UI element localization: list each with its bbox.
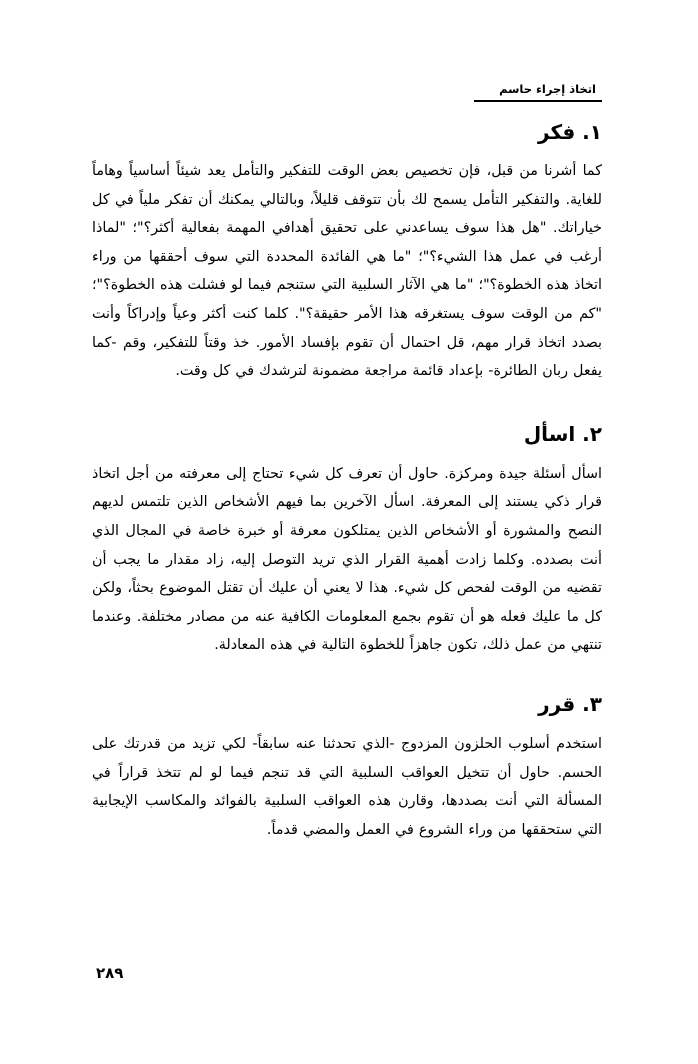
section-think: [92, 120, 602, 386]
page-content: [92, 118, 602, 844]
section-ask-heading: ٢. اسأل: [523, 421, 602, 446]
page-number: ٢٨٩: [96, 964, 124, 982]
section-decide: [92, 692, 602, 844]
section-ask: [92, 422, 602, 660]
running-header-rule: [474, 100, 602, 102]
page-footer: [96, 964, 602, 982]
running-header-text: اتخاذ إجراء حاسم: [499, 82, 596, 96]
section-decide-heading: ٣. قرر: [538, 691, 602, 716]
running-header: [92, 78, 602, 97]
section-decide-body: استخدم أسلوب الحلزون المزدوج -الذي تحدثنا عنه سابقاً- لكي تزيد من قدرتك على الحسم. حاول أن تتخيل العواقب السلبية التي قد تنجم فيما لو لم تتخذ قراراً في المسألة التي أنت بصددها، وقارن هذه العواقب السلبية بالفوائد والمكاسب الإيجابية التي ستحققها من وراء الشروع في العمل والمضي قدماً.: [92, 735, 602, 838]
section-ask-body: اسأل أسئلة جيدة ومركزة. حاول أن تعرف كل شيء تحتاج إلى معرفته من أجل اتخاذ قرار ذكي يستند إلى المعرفة. اسأل الآخرين بما فيهم الأشخاص الذين تلتمس لديهم النصح والمشورة أو الأشخاص الذين يمتلكون معرفة أو خبرة خاصة في المجال الذي أنت بصدده. وكلما زادت أهمية القرار الذي تريد التوصل إليه، زاد مقدار ما يجب أن تقضيه من الوقت لفحص كل شيء. هذا لا يعني أن عليك أن تقتل الموضوع بحثاً، ولكن كل ما عليك فعله هو أن تقوم بجمع المعلومات الكافية عنه من مصادر مختلفة. وعندما تنتهي من عمل ذلك، تكون جاهزاً للخطوة التالية في هذه المعادلة.: [92, 465, 602, 654]
section-think-heading: ١. فكر: [538, 120, 602, 144]
section-think-body: كما أشرنا من قبل، فإن تخصيص بعض الوقت للتفكير والتأمل يعد شيئاً أساسياً وهاماً للغاية. والتفكير التأمل يسمح لك بأن تتوقف قليلاً، وبالتالي يمكنك أن تفكر ملياً في كل خياراتك. "هل هذا سوف يساعدني على تحقيق أهدافي المهمة بفعالية أكثر؟"؛ "لماذا أرغب في عمل هذا الشيء؟"؛ "ما هي الفائدة المحددة التي سوف أحققها من وراء اتخاذ هذه الخطوة؟"؛ "ما هي الآثار السلبية التي ستنجم فيما لو فشلت هذه الخطوة؟"؛ "كم من الوقت سوف يستغرقه هذا الأمر حقيقة؟". كلما كنت أكثر وعياً وإدراكاً وأنت بصدد اتخاذ قرار مهم، قل احتمال أن تقوم بإفساد الأمور. خذ وقتاً للتفكير، وقم -كما يفعل ربان الطائرة- بإعداد قائمة مراجعة مضمونة لترشدك في كل وقت.: [92, 163, 602, 380]
